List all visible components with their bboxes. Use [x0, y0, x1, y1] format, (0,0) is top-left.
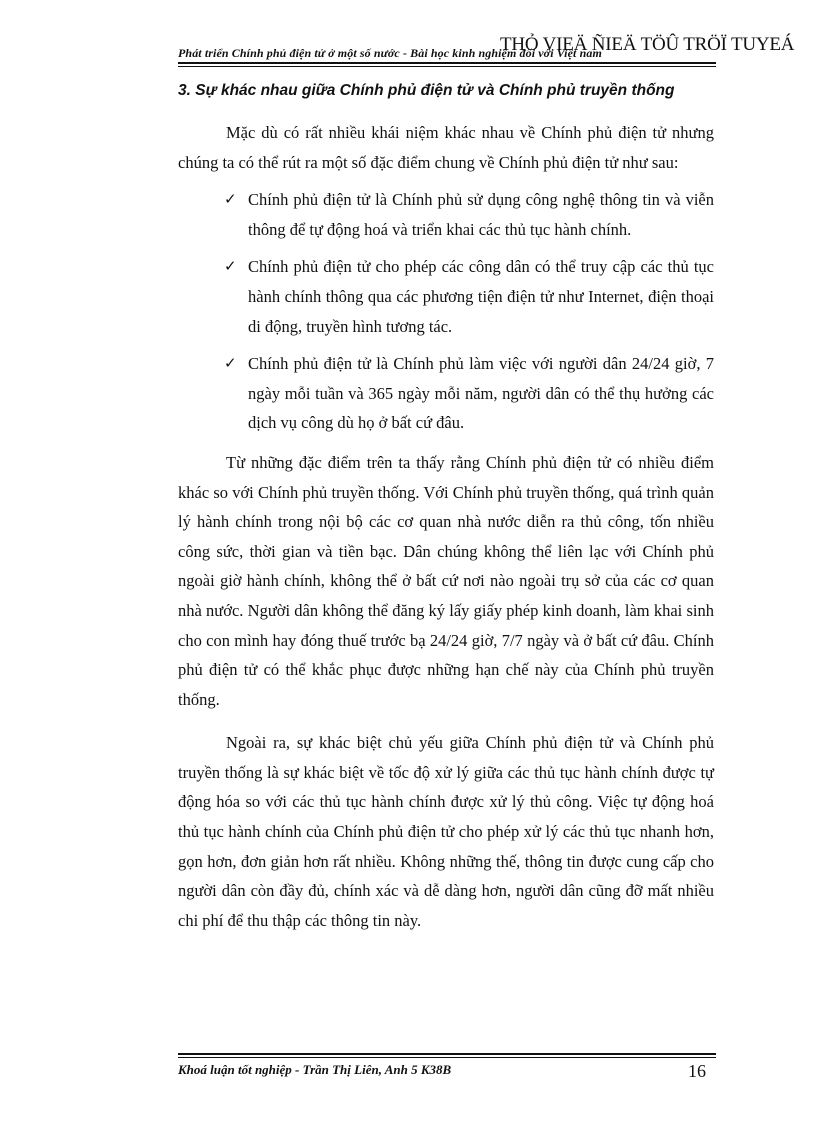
section-heading: 3. Sự khác nhau giữa Chính phủ điện tử và Chính phủ truyền thống: [178, 82, 675, 99]
page-number: 16: [688, 1061, 706, 1081]
list-item-text: Chính phủ điện tử là Chính phủ làm việc với người dân 24/24 giờ, 7 ngày mỗi tuần và 365 ngày mỗi năm, người dân có thể thụ hưởng các dịch vụ công dù họ ở bất cứ đâu.: [248, 354, 714, 433]
intro-paragraph: Mặc dù có rất nhiều khái niệm khác nhau về Chính phủ điện tử nhưng chúng ta có thể rút ra một số đặc điểm chung về Chính phủ điện tử như sau:: [178, 123, 714, 172]
list-item: [178, 349, 714, 438]
header-watermark: THỎ VIEÄ ÑIEÄ TÖÛ TRÖÏ TUYEÁ: [500, 34, 795, 55]
list-item: [178, 252, 714, 341]
footer-divider-thin: [178, 1057, 716, 1058]
body-paragraph: Ngoài ra, sự khác biệt chủ yếu giữa Chính phủ điện tử và Chính phủ truyền thống là sự khác biệt về tốc độ xử lý giữa các thủ tục hành chính được tự động hóa so với các thủ tục hành chính được xử lý thủ công. Việc tự động hoá thủ tục hành chính của Chính phủ điện tử cho phép xử lý các thủ tục nhanh hơn, gọn hơn, đơn giản hơn rất nhiều. Không những thế, thông tin được cung cấp cho người dân còn đầy đủ, chính xác và dễ dàng hơn, người dân cũng đỡ mất nhiều chi phí để thu thập các thông tin này.: [178, 733, 714, 930]
check-mark-icon: ✓: [224, 354, 237, 373]
body-text: [178, 118, 714, 935]
footer-title: Khoá luận tốt nghiệp - Trần Thị Liên, Anh 5 K38B: [178, 1062, 452, 1077]
list-item-text: Chính phủ điện tử cho phép các công dân có thể truy cập các thủ tục hành chính thông qua các phương tiện điện tử như Internet, điện thoại di động, truyền hình tương tác.: [248, 257, 714, 336]
header-title: Phát triển Chính phủ điện tử ở một số nước - Bài học kinh nghiệm đối với Việt nam: [178, 46, 602, 60]
check-mark-icon: ✓: [224, 257, 237, 276]
header-divider-thin: [178, 66, 716, 67]
header-divider: [178, 62, 716, 64]
body-paragraph: Từ những đặc điểm trên ta thấy rằng Chính phủ điện tử có nhiều điểm khác so với Chính phủ truyền thống. Với Chính phủ truyền thống, quá trình quản lý hành chính trong nội bộ các cơ quan nhà nước diễn ra thủ công, tốn nhiều công sức, thời gian và tiền bạc. Dân chúng không thể liên lạc với Chính phủ ngoài giờ hành chính, không thể ở bất cứ nơi nào ngoài trụ sở của các cơ quan nhà nước. Người dân không thể đăng ký lấy giấy phép kinh doanh, làm khai sinh cho con mình hay đóng thuế trước bạ 24/24 giờ, 7/7 ngày và ở bất cứ đâu. Chính phủ điện tử có thể khắc phục được những hạn chế này của Chính phủ truyền thống.: [178, 452, 714, 709]
feature-list: [178, 185, 714, 438]
footer-divider: [178, 1053, 716, 1055]
list-item-text: Chính phủ điện tử là Chính phủ sử dụng công nghệ thông tin và viễn thông để tự động hoá và triển khai các thủ tục hành chính.: [248, 190, 714, 239]
check-mark-icon: ✓: [224, 190, 237, 209]
list-item: [178, 185, 714, 244]
